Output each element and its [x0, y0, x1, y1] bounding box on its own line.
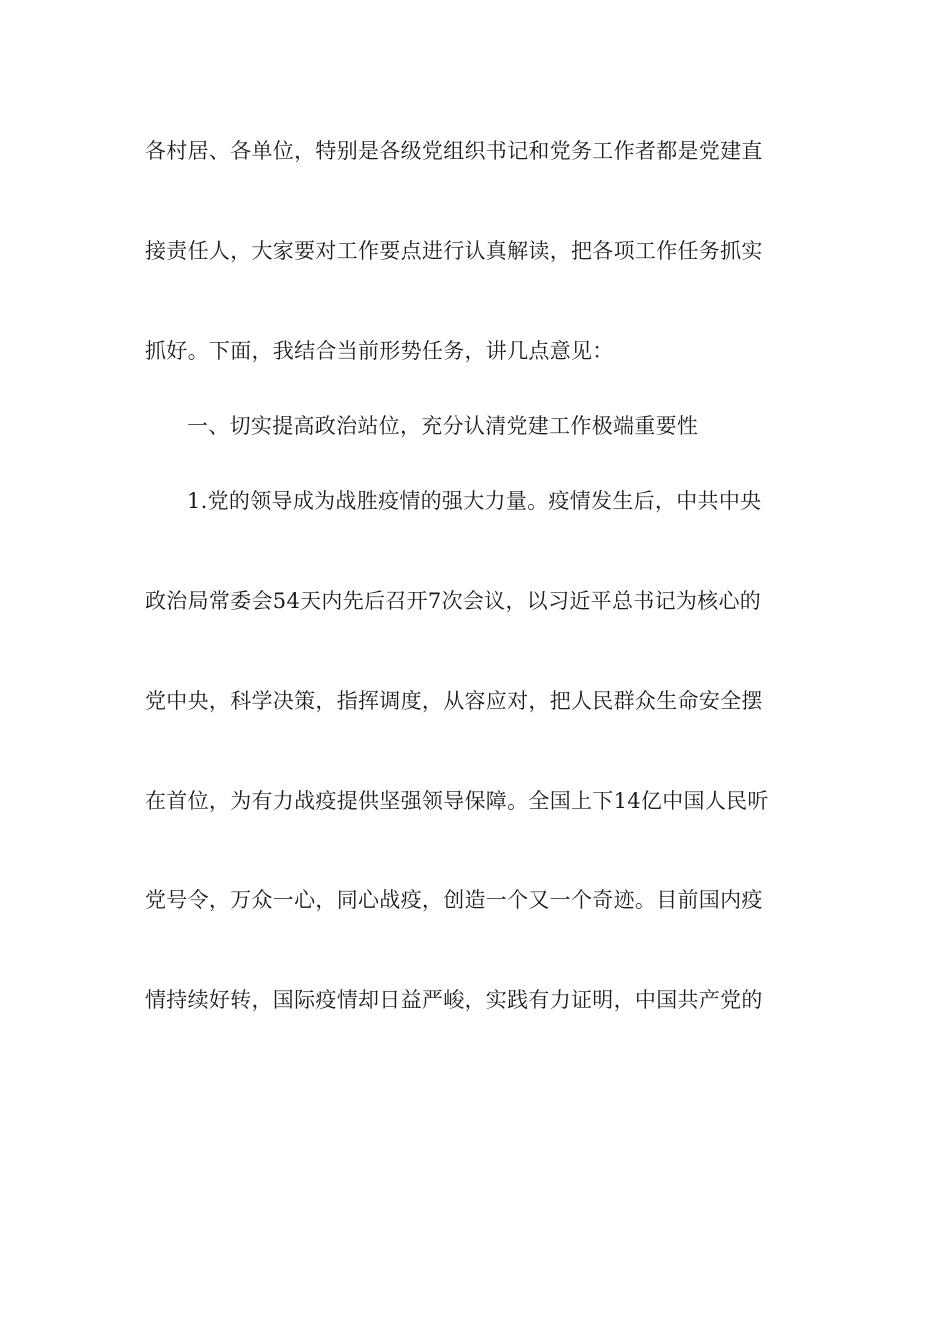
paragraph-line: 在首位，为有力战疫提供坚强领导保障。全国上下14亿中国人民听 [145, 789, 769, 813]
paragraph-line: 接责任人，大家要对工作要点进行认真解读，把各项工作任务抓实 [145, 239, 763, 263]
paragraph-line: 情持续好转，国际疫情却日益严峻，实践有力证明，中国共产党的 [145, 988, 763, 1012]
paragraph-line: 党号令，万众一心，同心战疫，创造一个又一个奇迹。目前国内疫 [145, 888, 763, 912]
paragraph-line: 抓好。下面，我结合当前形势任务，讲几点意见： [145, 339, 614, 363]
section-heading: 一、切实提高政治站位，充分认清党建工作极端重要性 [187, 414, 699, 438]
paragraph-line: 1.党的领导成为战胜疫情的强大力量。疫情发生后，中共中央 [187, 489, 762, 513]
paragraph-line: 政治局常委会54天内先后召开7次会议，以习近平总书记为核心的 [145, 589, 762, 613]
paragraph-line: 党中央，科学决策，指挥调度，从容应对，把人民群众生命安全摆 [145, 689, 763, 713]
paragraph-line: 各村居、各单位，特别是各级党组织书记和党务工作者都是党建直 [145, 139, 763, 163]
